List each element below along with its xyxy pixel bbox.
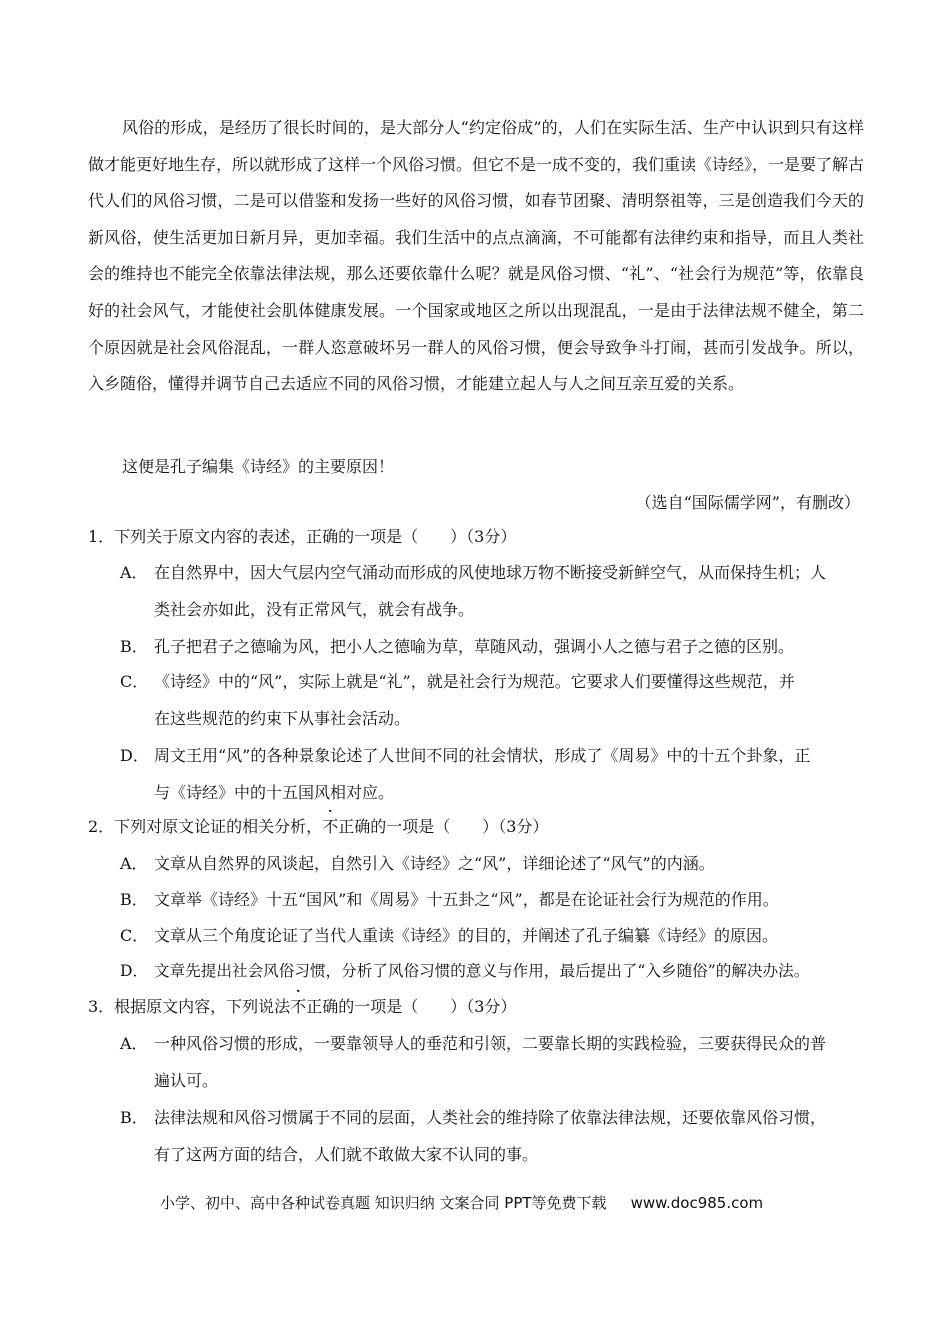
option-letter: B．: [120, 1108, 148, 1127]
question-2-stem: [88, 817, 548, 837]
question-2-option-a: [120, 845, 864, 882]
stem-text: 正确的一项是（ ）（3分）: [338, 817, 549, 836]
emphasis-dot-word: 不: [322, 817, 339, 836]
option-text: 文章先提出社会风俗习惯，分析了风俗习惯的意义与作用，最后提出了“入乡随俗”的解决办法。: [154, 962, 810, 980]
option-text: 文章从自然界的风谈起，自然引入《诗经》之“风”，详细论述了“风气”的内涵。: [154, 854, 715, 873]
passage-paragraph-1: 风俗的形成，是经历了很长时间的，是大部分人“约定俗成”的，人们在实际生活、生产中认识到只有这样做才能更好地生存，所以就形成了这样一个风俗习惯。但它不是一成不变的，我们重读《诗经》，一是要了解古代人们的风俗习惯，二是可以借鉴和发扬一些好的风俗习惯，如春节团聚、清明祭祖等，三是创造我们今天的新风俗，使生活更加日新月异，更加幸福。我们生活中的点点滴滴，不可能都有法律约束和指导，而且人类社会的维持也不能完全依靠法律法规，那么还要依靠什么呢？就是风俗习惯、“礼”、“社会行为规范”等，依靠良好的社会风气，才能使社会肌体健康发展。一个国家或地区之所以出现混乱，一是由于法律法规不健全，第二个原因就是社会风俗混乱，一群人恣意破坏另一群人的风俗习惯，便会导致争斗打闹，甚而引发战争。所以，入乡随俗，懂得并调节自己去适应不同的风俗习惯，才能建立起人与人之间互亲互爱的关系。: [88, 118, 865, 394]
stem-text: 2．下列对原文论证的相关分析，: [88, 817, 323, 836]
footer-link[interactable]: www.doc985.com: [630, 1194, 764, 1212]
option-text-continued: 类社会亦如此，没有正常风气，就会有战争。: [154, 600, 475, 619]
passage-paragraph-2: 这便是孔子编集《诗经》的主要原因！: [122, 457, 395, 476]
option-text-continued: 遍认可。: [154, 1071, 219, 1090]
question-3-option-a: [120, 1025, 864, 1099]
option-text-continued: 在这些规范的约束下从事社会活动。: [154, 709, 411, 728]
option-text: 文章举《诗经》十五“国风”和《周易》十五卦之“风”，都是在论证社会行为规范的作用。: [154, 890, 779, 909]
question-2-option-c: [120, 917, 864, 954]
emphasis-dot-word: 不: [290, 997, 307, 1016]
question-1-option-b: [120, 628, 864, 665]
option-letter: A．: [120, 563, 148, 582]
option-letter: B．: [120, 637, 148, 656]
question-1-option-a: [120, 554, 864, 628]
option-text-continued: 与《诗经》中的十五国风相对应。: [154, 783, 395, 802]
question-1-stem: 1．下列关于原文内容的表述，正确的一项是（ ）（3分）: [88, 527, 517, 546]
option-letter: A．: [120, 854, 148, 873]
footer-text: 小学、初中、高中各种试卷真题 知识归纳 文案合同 PPT等免费下载: [160, 1194, 607, 1212]
question-2-option-d: [120, 953, 880, 990]
option-letter: A．: [120, 1034, 148, 1053]
question-1-option-c: [120, 663, 864, 737]
option-letter: C．: [120, 926, 149, 945]
question-3-option-b: [120, 1099, 864, 1173]
stem-text: 正确的一项是（ ）（3分）: [306, 997, 517, 1016]
option-text: 一种风俗习惯的形成，一要靠领导人的垂范和引领，二要靠长期的实践检验，三要获得民众的普: [154, 1034, 827, 1053]
question-3-stem: [88, 997, 516, 1017]
option-text: 文章从三个角度论证了当代人重读《诗经》的目的，并阐述了孔子编纂《诗经》的原因。: [154, 926, 779, 945]
option-letter: D．: [120, 962, 149, 980]
option-text: 孔子把君子之德喻为风，把小人之德喻为草，草随风动，强调小人之德与君子之德的区别。: [154, 637, 795, 656]
option-letter: D．: [120, 746, 149, 765]
option-letter: C．: [120, 672, 149, 691]
source-citation: （选自“国际儒学网”，有删改）: [635, 493, 860, 512]
stem-text: 3．根据原文内容，下列说法: [88, 997, 291, 1016]
page-footer: [160, 1192, 763, 1213]
option-text: 《诗经》中的“风”，实际上就是“礼”，就是社会行为规范。它要求人们要懂得这些规范，并: [154, 672, 795, 691]
question-1-option-d: [120, 737, 864, 811]
option-letter: B．: [120, 890, 148, 909]
option-text-continued: 有了这两方面的结合，人们就不敢做大家不认同的事。: [154, 1145, 539, 1164]
question-2-option-b: [120, 881, 864, 918]
option-text: 周文王用“风”的各种景象论述了人世间不同的社会情状，形成了《周易》中的十五个卦象，正: [154, 746, 811, 765]
option-text: 法律法规和风俗习惯属于不同的层面，人类社会的维持除了依靠法律法规，还要依靠风俗习惯，: [154, 1108, 827, 1127]
option-text: 在自然界中，因大气层内空气涌动而形成的风使地球万物不断接受新鲜空气，从而保持生机；人: [154, 563, 827, 582]
